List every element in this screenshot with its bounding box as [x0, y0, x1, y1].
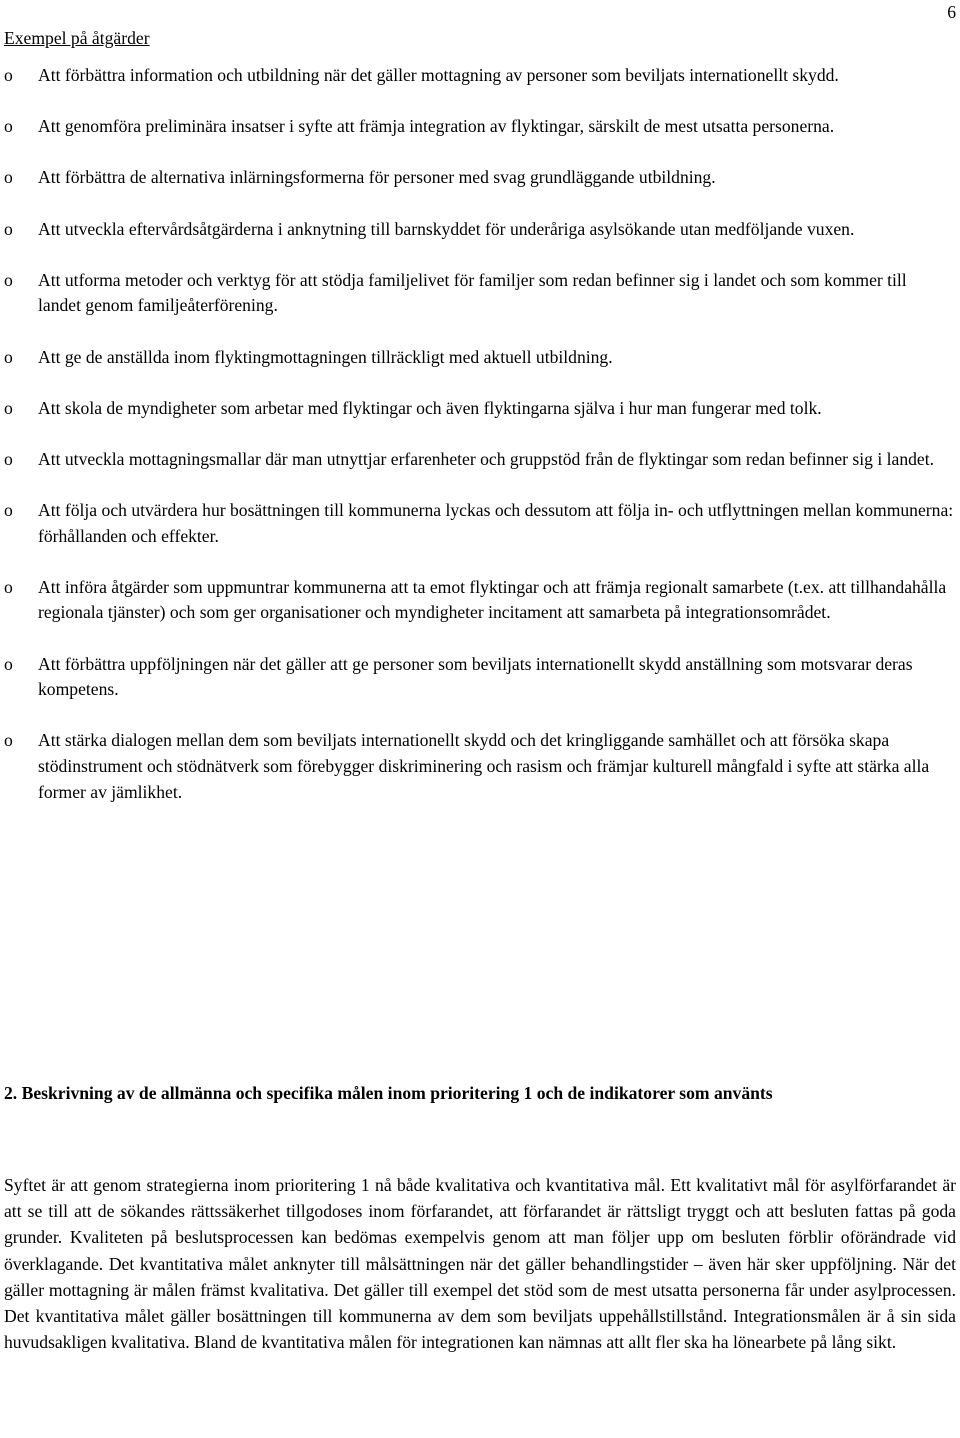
section-heading: 2. Beskrivning av de allmänna och specifika målen inom prioritering 1 och de indikatorer som använts	[4, 1083, 773, 1103]
list-item	[4, 728, 954, 805]
list-item-text: Att utforma metoder och verktyg för att stödja familjelivet för familjer som redan befinner sig i landet och som kommer till landet genom familjeåterförening.	[38, 269, 907, 316]
bullet-marker: o	[4, 167, 13, 188]
list-item	[4, 63, 954, 89]
section-subheading: Exempel på åtgärder	[4, 28, 150, 48]
list-item-text: Att ge de anställda inom flyktingmottagningen tillräckligt med aktuell utbildning.	[38, 346, 613, 367]
list-item	[4, 498, 954, 549]
list-item-text: Att genomföra preliminära insatser i syfte att främja integration av flyktingar, särskilt de mest utsatta personerna.	[38, 116, 835, 137]
bullet-marker: o	[4, 116, 13, 137]
list-item	[4, 396, 954, 422]
list-item-text: Att införa åtgärder som uppmuntrar kommunerna att ta emot flyktingar och att främja regionalt samarbete (t.ex. att tillhandahålla regionala tjänster) och som ger organisationer och myndigheter incitament att samarbeta på integrationsområdet.	[38, 576, 947, 623]
bullet-marker: o	[4, 500, 13, 521]
bullet-marker: o	[4, 218, 13, 239]
bullet-marker: o	[4, 576, 13, 597]
bullet-marker: o	[4, 448, 13, 469]
list-item-text: Att förbättra uppföljningen när det gäller att ge personer som beviljats internationellt skydd anställning som motsvarar deras kompetens.	[38, 653, 913, 700]
list-item	[4, 114, 954, 140]
list-item-text: Att skola de myndigheter som arbetar med flyktingar och även flyktingarna själva i hur man fungerar med tolk.	[38, 397, 822, 418]
bullet-marker: o	[4, 397, 13, 418]
list-item	[4, 165, 954, 191]
list-item	[4, 447, 954, 473]
body-paragraph: Syftet är att genom strategierna inom prioritering 1 nå både kvalitativa och kvantitativa mål. Ett kvalitativt mål för asylförfarandet är att se till att de sökandes rättssäkerhet tillgodoses inom förfarandet, att förfarandet är rättsligt tryggt och att besluten fattas på goda grunder. Kvaliteten på beslutsprocessen kan bedömas exempelvis genom att man följer upp om besluten förblir oförändrade vid överklagande. Det kvantitativa målet anknyter till målsättningen när det gäller behandlingstider – även här sker uppföljning. När det gäller mottagning är målen främst kvalitativa. Det gäller till exempel det stöd som de mest utsatta personerna får under asylprocessen. Det kvantitativa målet gäller bosättningen till kommunerna av dem som beviljats uppehållstillstånd. Integrationsmålen är å sin sida huvudsakligen kvalitativa. Bland de kvantitativa målen för integrationen kan nämnas att allt fler ska ha lönearbete på lång sikt.	[4, 1175, 956, 1353]
bullet-marker: o	[4, 65, 13, 85]
list-item	[4, 217, 954, 243]
list-item	[4, 575, 954, 626]
list-item-text: Att utveckla mottagningsmallar där man utnyttjar erfarenheter och gruppstöd från de flyktingar som redan befinner sig i landet.	[38, 448, 935, 469]
list-item-text: Att följa och utvärdera hur bosättningen till kommunerna lyckas och dessutom att följa in- och utflyttningen mellan kommunerna: förhållanden och effekter.	[38, 500, 954, 546]
list-item	[4, 345, 954, 371]
list-item-text: Att förbättra de alternativa inlärningsformerna för personer med svag grundläggande utbildning.	[38, 167, 716, 188]
list-item	[4, 268, 954, 319]
action-list	[4, 63, 954, 831]
list-item	[4, 652, 954, 703]
bullet-marker: o	[4, 269, 13, 290]
list-item-text: Att förbättra information och utbildning när det gäller mottagning av personer som beviljats internationellt skydd.	[38, 65, 839, 85]
bullet-marker: o	[4, 653, 13, 674]
page-number: 6	[947, 2, 956, 22]
bullet-marker: o	[4, 346, 13, 367]
list-item-text: Att stärka dialogen mellan dem som beviljats internationellt skydd och det kringliggande samhället och att försöka skapa stödinstrument och stödnätverk som förebygger diskriminering och rasism och främjar kulturell mångfald i syfte att stärka alla former av jämlikhet.	[38, 730, 930, 802]
list-item-text: Att utveckla eftervårdsåtgärderna i anknytning till barnskyddet för underåriga asylsökande utan medföljande vuxen.	[38, 218, 855, 239]
bullet-marker: o	[4, 730, 13, 751]
